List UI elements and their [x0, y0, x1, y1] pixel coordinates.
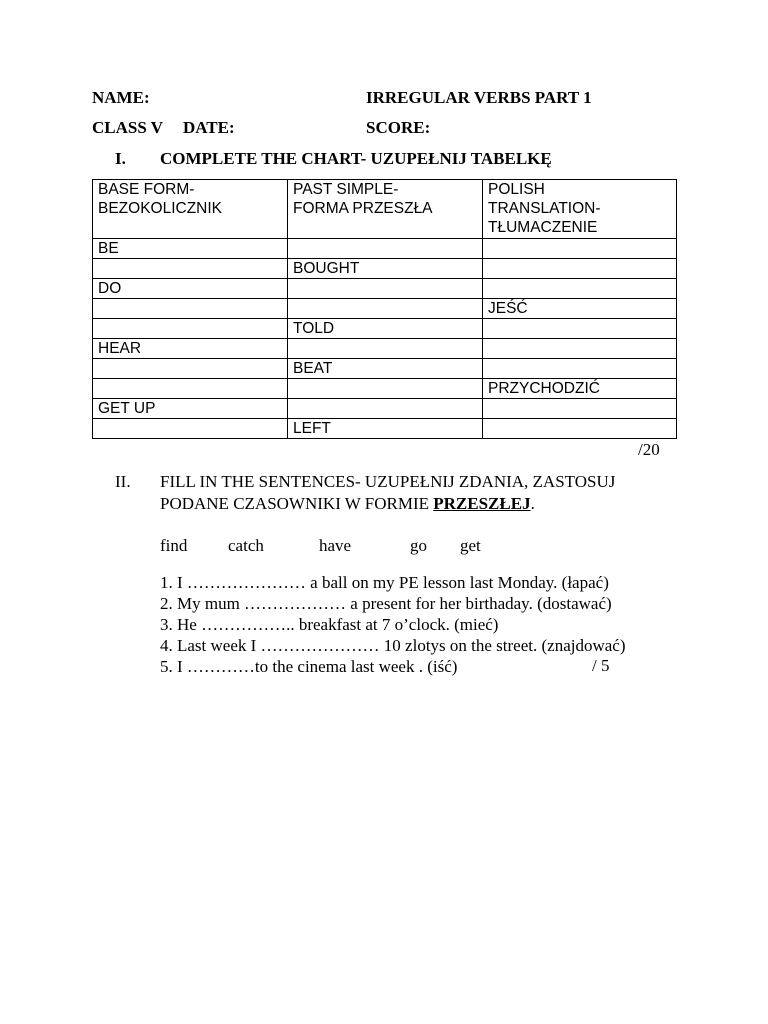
table-row [93, 279, 677, 299]
cell-base-form[interactable]: GET UP [93, 399, 288, 419]
cell-past-simple[interactable] [288, 279, 483, 299]
cell-past-simple[interactable] [288, 379, 483, 399]
cell-translation[interactable] [483, 279, 677, 299]
section2-title-emphasis: PRZESZŁEJ [433, 494, 531, 513]
section2-title-prefix: PODANE CZASOWNIKI W FORMIE [160, 494, 434, 513]
chart-header-row [93, 180, 677, 239]
cell-translation[interactable] [483, 419, 677, 439]
class-label: CLASS V [92, 118, 164, 137]
cell-base-form[interactable] [93, 319, 288, 339]
word-bank-item: have [319, 536, 352, 555]
date-label: DATE: [183, 118, 235, 137]
sentence-list [160, 572, 626, 677]
sentence-item[interactable]: 3. He …………….. breakfast at 7 o’clock. (mieć) [160, 615, 499, 634]
cell-translation[interactable] [483, 339, 677, 359]
cell-past-simple[interactable] [288, 299, 483, 319]
cell-past-simple[interactable]: BOUGHT [288, 259, 483, 279]
cell-past-simple[interactable] [288, 399, 483, 419]
cell-translation[interactable]: PRZYCHODZIĆ [483, 379, 677, 399]
word-bank-item: get [460, 536, 481, 555]
cell-translation[interactable] [483, 239, 677, 259]
section2-title-line2 [160, 494, 535, 514]
sentence-item[interactable]: 1. I ………………… a ball on my PE lesson last Monday. (łapać) [160, 573, 609, 592]
sentence-item[interactable]: 2. My mum ……………… a present for her birthaday. (dostawać) [160, 594, 612, 613]
cell-past-simple[interactable]: LEFT [288, 419, 483, 439]
section1-number: I. [115, 149, 126, 168]
table-row [93, 259, 677, 279]
cell-translation[interactable] [483, 259, 677, 279]
cell-base-form[interactable]: BE [93, 239, 288, 259]
table-row [93, 319, 677, 339]
table-row [93, 239, 677, 259]
section1-score: /20 [638, 440, 660, 459]
word-bank-item: catch [228, 536, 264, 555]
section2-number: II. [115, 472, 131, 491]
cell-translation[interactable] [483, 399, 677, 419]
cell-translation[interactable] [483, 359, 677, 379]
column-header-base-form: BASE FORM- BEZOKOLICZNIK [93, 180, 288, 239]
cell-base-form[interactable]: HEAR [93, 339, 288, 359]
word-bank-item: go [410, 536, 427, 555]
column-header-polish-translation: POLISH TRANSLATION- TŁUMACZENIE [483, 180, 677, 239]
cell-past-simple[interactable]: TOLD [288, 319, 483, 339]
table-row [93, 379, 677, 399]
cell-base-form[interactable] [93, 379, 288, 399]
section2-score: / 5 [592, 656, 610, 675]
name-label: NAME: [92, 88, 150, 107]
section2-title-line1: FILL IN THE SENTENCES- UZUPEŁNIJ ZDANIA, ZASTOSUJ [160, 472, 616, 491]
score-label: SCORE: [366, 118, 431, 137]
cell-translation[interactable]: JEŚĆ [483, 299, 677, 319]
cell-base-form[interactable]: DO [93, 279, 288, 299]
verbs-chart [92, 179, 677, 439]
cell-base-form[interactable] [93, 299, 288, 319]
table-row [93, 339, 677, 359]
section1-title: COMPLETE THE CHART- UZUPEŁNIJ TABELKĘ [160, 149, 552, 168]
table-row [93, 419, 677, 439]
column-header-past-simple: PAST SIMPLE- FORMA PRZESZŁA [288, 180, 483, 239]
cell-base-form[interactable] [93, 419, 288, 439]
word-bank-item: find [160, 536, 188, 555]
cell-past-simple[interactable] [288, 239, 483, 259]
table-row [93, 299, 677, 319]
table-row [93, 399, 677, 419]
section2-title-suffix: . [530, 494, 535, 513]
cell-past-simple[interactable]: BEAT [288, 359, 483, 379]
worksheet-title: IRREGULAR VERBS PART 1 [366, 88, 592, 107]
cell-translation[interactable] [483, 319, 677, 339]
cell-base-form[interactable] [93, 359, 288, 379]
cell-base-form[interactable] [93, 259, 288, 279]
table-row [93, 359, 677, 379]
sentence-item[interactable]: 4. Last week I ………………… 10 zlotys on the street. (znajdować) [160, 636, 626, 655]
sentence-item[interactable]: 5. I …………to the cinema last week . (iść) [160, 657, 458, 676]
cell-past-simple[interactable] [288, 339, 483, 359]
